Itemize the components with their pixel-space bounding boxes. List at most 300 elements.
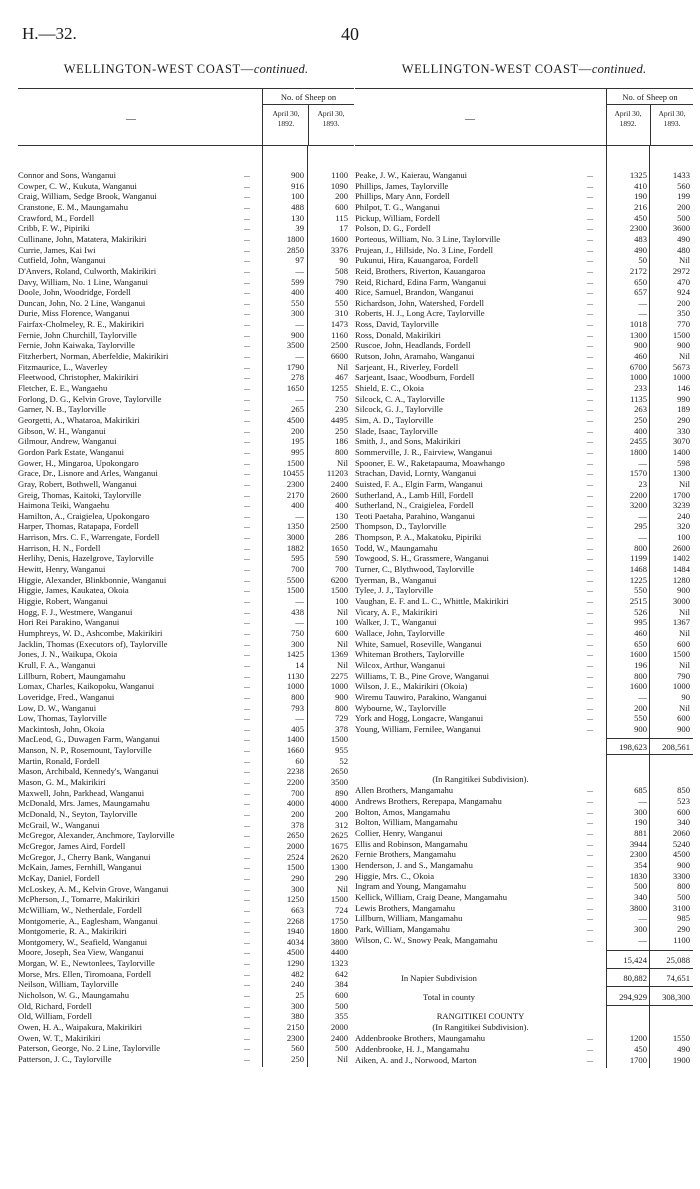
leader-dots: ...: [244, 979, 250, 989]
sheep-1892: —: [638, 796, 647, 807]
owner-name: Silcock, G. J., Taylorville: [355, 404, 443, 415]
owner-name: Sarjeant, Isaac, Woodburn, Fordell: [355, 372, 475, 383]
leader-dots: ...: [244, 851, 250, 861]
sheep-1892: 663: [291, 904, 304, 915]
sheep-1893: 850: [677, 785, 690, 796]
owner-name: Owen, W. T., Makirikiri: [18, 1032, 101, 1043]
sheep-1892: 380: [291, 1011, 304, 1022]
sheep-1892: 190: [634, 817, 647, 828]
leader-dots: ...: [587, 617, 593, 627]
table-row: [355, 372, 693, 382]
sheep-1893: 500: [677, 212, 690, 223]
leader-dots: ...: [587, 902, 593, 912]
column-rule: [262, 146, 263, 1067]
sheep-1893: 523: [677, 796, 690, 807]
leader-dots: ...: [244, 862, 250, 872]
sheep-1892: 200: [291, 809, 304, 819]
table-row: [18, 734, 354, 744]
owner-name: Harper, Thomas, Ratapapa, Fordell: [18, 521, 139, 532]
sheep-1892: 50: [638, 255, 647, 266]
owner-name: Ellis and Robinson, Mangamahu: [355, 838, 468, 849]
owner-name: Strachan, David, Lornty, Wanganui: [355, 468, 477, 479]
table-row: [18, 372, 354, 382]
sheep-1893: 500: [335, 1043, 348, 1054]
table-row: [355, 692, 693, 702]
sheep-1892: 650: [634, 276, 647, 287]
sheep-1892: 300: [291, 883, 304, 894]
leader-dots: ...: [587, 681, 593, 691]
sheep-1893: 900: [677, 860, 690, 870]
leader-dots: ...: [587, 212, 593, 222]
sheep-1892: 263: [634, 404, 647, 415]
sheep-1892: 1882: [286, 542, 304, 553]
leader-dots: ...: [587, 627, 593, 637]
sheep-1893: 508: [335, 265, 348, 276]
leader-dots: ...: [587, 923, 593, 933]
sheep-1892: 900: [634, 723, 647, 734]
leader-dots: ...: [244, 1032, 250, 1042]
sheep-1893: Nil: [337, 883, 348, 894]
table-row: [18, 724, 354, 734]
sheep-1893: 310: [335, 308, 348, 319]
sheep-1893: 3800: [330, 936, 348, 947]
sheep-1892: 1600: [629, 649, 647, 660]
leader-dots: ...: [587, 436, 593, 446]
table-row: [355, 181, 693, 191]
sheep-1893: 186: [335, 436, 348, 447]
table-row: [18, 937, 354, 947]
sheep-1893: 320: [677, 521, 690, 532]
leader-dots: ...: [587, 649, 593, 659]
leader-dots: ...: [244, 201, 250, 211]
leader-dots: ...: [587, 340, 593, 350]
sheep-1892: 354: [634, 860, 647, 870]
leader-dots: ...: [587, 553, 593, 563]
table-row: [355, 458, 693, 468]
owner-name: Tyerman, B., Wanganui: [355, 574, 437, 585]
owner-name: Smith, J., and Sons, Makirikiri: [355, 436, 461, 447]
table-row: [355, 796, 693, 806]
table-row: [355, 913, 693, 923]
leader-dots: ...: [587, 860, 593, 869]
rangitikei-total-1893: 25,088: [666, 955, 690, 966]
sheep-1892: 1425: [286, 649, 304, 660]
sheep-1892: 657: [634, 287, 647, 298]
table-row: [18, 820, 354, 830]
leader-dots: ...: [587, 255, 593, 265]
owner-name: Manson, N. P., Rosemount, Taylorville: [18, 745, 152, 756]
sheep-1893: 1300: [672, 468, 690, 479]
table-row: [18, 692, 354, 702]
sheep-1893: 286: [335, 532, 348, 543]
leader-dots: ...: [244, 926, 250, 936]
table-row: [18, 628, 354, 638]
owner-name: Cowper, C. W., Kukuta, Wanganui: [18, 180, 137, 191]
sheep-1892: 1350: [286, 521, 304, 532]
sheep-1892: 265: [291, 404, 304, 415]
owner-name: Lomax, Charles, Kaikopoku, Wanganui: [18, 681, 155, 692]
leader-dots: ...: [587, 1043, 593, 1053]
sheep-1892: 3000: [286, 532, 304, 543]
table-row: [18, 1011, 354, 1021]
table-row: [355, 277, 693, 287]
owner-name: Fitzherbert, Norman, Aberfeldie, Makirikiri: [18, 351, 169, 362]
leader-dots: ...: [244, 755, 250, 765]
leader-dots: ...: [587, 191, 593, 201]
sheep-1893: 4500: [672, 849, 690, 860]
sheep-1893: 200: [335, 809, 348, 819]
sheep-1893: 200: [677, 201, 690, 212]
table-row: [18, 639, 354, 649]
owner-name: McDonald, N., Seyton, Taylorville: [18, 809, 138, 819]
owner-name: Crawford, M., Fordell: [18, 212, 95, 223]
sheep-1892: 2850: [286, 244, 304, 255]
owner-name: Cutfield, John, Wanganui: [18, 255, 106, 266]
table-row: [18, 979, 354, 989]
sheep-1893: 1100: [331, 170, 348, 180]
owner-name: Pickup, William, Fordell: [355, 212, 440, 223]
table-row: [355, 935, 693, 945]
table-row: [18, 905, 354, 915]
sheep-1892: —: [295, 596, 304, 606]
table-row: [355, 785, 693, 795]
column-rule: [307, 146, 308, 1067]
sheep-1892: 685: [634, 785, 647, 796]
sheep-1892: 3944: [629, 838, 647, 849]
owner-name: Hori Rei Parakino, Wanganui: [18, 617, 120, 628]
table-row: [355, 1033, 693, 1043]
owner-name: Vicary, A. F., Makirikiri: [355, 606, 438, 617]
sheep-1893: 1000: [330, 681, 348, 692]
leader-dots: ...: [244, 468, 250, 478]
table-row: [355, 170, 693, 180]
sheep-1892: 4500: [286, 414, 304, 425]
sheep-1893: Nil: [337, 1053, 348, 1064]
sheep-1892: 1130: [287, 670, 304, 681]
sheep-1893: 2600: [330, 489, 348, 500]
sheep-1893: 790: [677, 670, 690, 681]
table-row: [355, 245, 693, 255]
owner-name: Low, Thomas, Taylorville: [18, 713, 107, 724]
sheep-1893: 1369: [330, 649, 348, 660]
leader-dots: ...: [587, 870, 593, 880]
sheep-1893: 900: [335, 691, 348, 702]
owner-name: Fleetwood, Christopher, Makirikiri: [18, 372, 139, 383]
leader-dots: ...: [244, 393, 250, 403]
sheep-1892: —: [638, 510, 647, 521]
owner-name: Fletcher, E. E., Wangaehu: [18, 383, 108, 393]
county-total-1892: 294,929: [619, 992, 647, 1003]
leader-dots: ...: [244, 244, 250, 254]
sheep-1893: 729: [335, 713, 348, 724]
owner-name: Gordon Park Estate, Wanganui: [18, 446, 125, 457]
sheep-1892: 550: [634, 585, 647, 596]
table-row: [355, 521, 693, 531]
sheep-1893: 130: [335, 510, 348, 521]
sheep-1893: 200: [677, 297, 690, 308]
sheep-1892: 460: [634, 627, 647, 638]
owner-name: Morgan, W. E., Newtonlees, Taylorville: [18, 958, 155, 969]
sheep-1893: Nil: [679, 255, 690, 266]
sheep-1892: —: [638, 297, 647, 308]
leader-dots: ...: [587, 383, 593, 392]
leader-dots: ...: [244, 904, 250, 914]
leader-dots: ...: [587, 361, 593, 371]
leader-dots: ...: [587, 404, 593, 414]
leader-dots: ...: [587, 1054, 593, 1064]
column-title: WELLINGTON-WEST COAST—continued.: [401, 62, 647, 76]
leader-dots: ...: [244, 670, 250, 680]
owner-name: Young, William, Fernilee, Wanganui: [355, 723, 481, 734]
owner-name: Vaughan, E. F. and L. C., Whittle, Makirikiri: [355, 596, 509, 606]
sheep-1893: Nil: [679, 702, 690, 713]
table-row: [18, 852, 354, 862]
sheep-1893: 2650: [330, 766, 348, 777]
owner-name: Higgie, Alexander, Blinkbonnie, Wanganui: [18, 574, 167, 585]
owner-name: Fernie, John Kaiwaka, Taylorville: [18, 340, 135, 351]
owner-name: Jacklin, Thomas (Executors of), Taylorville: [18, 638, 168, 649]
owner-name: Porteous, William, No. 3 Line, Taylorville: [355, 233, 501, 244]
leader-dots: ...: [244, 436, 250, 446]
sheep-1893: 1255: [330, 383, 348, 393]
sheep-1893: 700: [335, 564, 348, 575]
sheep-1893: 4495: [330, 414, 348, 425]
leader-dots: ...: [587, 425, 593, 435]
sheep-1892: 10455: [282, 468, 304, 479]
table-row: [18, 394, 354, 404]
sheep-1892: 200: [291, 425, 304, 436]
table-row: [18, 873, 354, 883]
owner-name: Old, William, Fordell: [18, 1011, 92, 1022]
sheep-1892: 995: [291, 446, 304, 457]
table-row: [355, 881, 693, 891]
sheep-1892: 1000: [286, 681, 304, 692]
leader-dots: ...: [587, 691, 593, 701]
table-row: [18, 521, 354, 531]
sheep-1892: —: [638, 934, 647, 945]
sheep-1892: 650: [634, 638, 647, 649]
table-row: [18, 894, 354, 904]
table-row: [18, 947, 354, 957]
sheep-1892: 460: [634, 351, 647, 362]
sheep-1892: 200: [634, 702, 647, 713]
owner-name: Maxwell, John, Parkhead, Wanganui: [18, 787, 145, 798]
leader-dots: ...: [587, 702, 593, 712]
sheep-1893: 378: [335, 723, 348, 734]
subtotal-1893: 208,561: [662, 742, 690, 753]
sheep-1893: 1367: [672, 617, 690, 628]
sheep-1892: 250: [634, 414, 647, 425]
table-row: [355, 447, 693, 457]
sheep-1892: 1325: [629, 170, 647, 180]
owner-name: Suisted, F. A., Elgin Farm, Wanganui: [355, 478, 483, 489]
owner-name: Ruscoe, John, Headlands, Fordell: [355, 340, 471, 351]
sheep-1893: 800: [335, 446, 348, 457]
sheep-1892: —: [295, 713, 304, 724]
owner-name: MacLeod, G., Duwagen Farm, Wanganui: [18, 734, 160, 745]
owner-name: Cranstone, E. M., Maungamahu: [18, 201, 129, 212]
owner-name: Wilcox, Arthur, Wanganui: [355, 659, 446, 670]
table-row: [18, 170, 354, 180]
leader-dots: ...: [587, 457, 593, 467]
owner-name: Ross, Donald, Makirikiri: [355, 329, 441, 340]
sheep-1892: 1790: [286, 361, 304, 372]
table-row: [355, 490, 693, 500]
sheep-1892: —: [295, 393, 304, 404]
owner-name: McGregor, Alexander, Anchmore, Taylorville: [18, 830, 175, 841]
leader-dots: ...: [244, 414, 250, 424]
sheep-1893: 1400: [672, 446, 690, 457]
sheep-1893: 1473: [330, 319, 348, 330]
leader-dots: ...: [244, 1022, 250, 1031]
sheep-count-label: No. of Sheep on: [263, 89, 354, 105]
owner-name: Low, D. W., Wanganui: [18, 702, 97, 713]
owner-name: Sutherland, A., Lamb Hill, Fordell: [355, 489, 474, 500]
sheep-1892: 2150: [286, 1022, 304, 1032]
owner-name: Allen Brothers, Mangamahu: [355, 785, 454, 796]
owner-name: Pukunui, Hira, Kauangaroa, Fordell: [355, 255, 479, 266]
sheep-1893: 1323: [330, 958, 348, 969]
sheep-1892: 1290: [286, 958, 304, 969]
leader-dots: ...: [244, 819, 250, 829]
sheep-1892: 599: [291, 276, 304, 287]
leader-dots: ...: [244, 223, 250, 233]
table-row: [355, 287, 693, 297]
sheep-1893: Nil: [679, 606, 690, 617]
sheep-1893: 2400: [330, 1032, 348, 1043]
table-row: [18, 575, 354, 585]
column-rule: [606, 146, 607, 1068]
leader-dots: ...: [244, 958, 250, 968]
leader-dots: ...: [244, 521, 250, 531]
sheep-1893: 199: [677, 191, 690, 202]
sheep-1893: 100: [335, 596, 348, 606]
owner-name: Teoti Paetaha, Parahino, Wanganui: [355, 510, 476, 521]
owner-name: Grace, Dr., Lisnore and Arles, Wanganui: [18, 468, 158, 479]
leader-dots: ...: [244, 361, 250, 371]
napier-1893: 74,651: [666, 973, 690, 984]
sheep-1892: —: [295, 617, 304, 628]
owner-name: Prujean, J., Hillside, No. 3 Line, Fordell: [355, 244, 493, 255]
leader-dots: ...: [587, 478, 593, 488]
sheep-1892: 300: [634, 806, 647, 817]
sheep-1893: 52: [339, 755, 348, 766]
leader-dots: ...: [244, 564, 250, 574]
owner-name: Hewitt, Henry, Wanganui: [18, 564, 106, 575]
table-row: [355, 308, 693, 318]
sheep-1892: 240: [291, 979, 304, 990]
leader-dots: ...: [244, 532, 250, 542]
leader-dots: ...: [587, 329, 593, 339]
sheep-1893: 100: [335, 617, 348, 628]
sheep-1892: 1940: [286, 926, 304, 937]
table-row: [18, 500, 354, 510]
sheep-1892: 1500: [286, 457, 304, 468]
sheep-1893: 955: [335, 745, 348, 756]
sheep-1892: 2524: [286, 851, 304, 862]
leader-dots: ...: [244, 553, 250, 563]
sheep-1892: 300: [291, 308, 304, 319]
owner-name: McGrail, W., Wanganui: [18, 819, 100, 830]
table-row: [18, 777, 354, 787]
table-row: [18, 596, 354, 606]
sheep-1893: 17: [339, 223, 348, 234]
leader-dots: ...: [244, 276, 250, 286]
leader-dots: ...: [587, 446, 593, 456]
sheep-1893: 490: [677, 233, 690, 244]
owner-name: Ingram and Young, Mangamahu: [355, 881, 466, 892]
sheep-1893: 1484: [672, 564, 690, 575]
napier-1892: 80,882: [623, 973, 647, 984]
table-row: [355, 585, 693, 595]
sheep-1893: 1500: [672, 649, 690, 660]
sheep-1892: 5500: [286, 574, 304, 585]
sheep-1892: 216: [634, 201, 647, 212]
sheep-1892: —: [638, 913, 647, 924]
table-row: [355, 202, 693, 212]
table-row: [355, 860, 693, 870]
sheep-1892: 2300: [286, 1032, 304, 1043]
table-row: [18, 436, 354, 446]
leader-dots: ...: [244, 404, 250, 414]
sheep-1892: 995: [634, 617, 647, 628]
table-row: [18, 468, 354, 478]
sheep-1892: 1500: [286, 862, 304, 873]
table-row: [18, 287, 354, 297]
table-row: [355, 628, 693, 638]
sheep-1893: Nil: [337, 361, 348, 372]
owner-name: Nicholson, W. G., Maungamahu: [18, 990, 129, 1001]
sheep-1893: 900: [677, 585, 690, 596]
sheep-1893: 600: [335, 201, 348, 212]
owner-name: Montgomerie, R. A., Makirikiri: [18, 926, 127, 937]
table-row: [18, 447, 354, 457]
table-row: [355, 223, 693, 233]
owner-name: Mackintosh, John, Okoia: [18, 723, 105, 734]
table-row: [355, 1044, 693, 1054]
table-row: [18, 703, 354, 713]
sheep-1892: —: [638, 457, 647, 468]
table-row: [355, 383, 693, 393]
sheep-1893: 3600: [672, 223, 690, 234]
owner-name: Henderson, J. and S., Mangamahu: [355, 860, 473, 870]
table-row: [18, 458, 354, 468]
sheep-1892: 1650: [286, 383, 304, 393]
owner-name: Polson, D. G., Fordell: [355, 223, 431, 234]
sheep-1892: 4034: [286, 936, 304, 947]
leader-dots: ...: [244, 170, 250, 179]
sheep-1892: 378: [291, 819, 304, 830]
sheep-1892: 130: [291, 212, 304, 223]
owner-name: McGregor, James Aird, Fordell: [18, 840, 126, 851]
leader-dots: ...: [244, 968, 250, 978]
leader-dots: ...: [244, 308, 250, 318]
leader-dots: ...: [244, 446, 250, 456]
leader-dots: ...: [244, 936, 250, 946]
table-row: [18, 181, 354, 191]
sheep-1892: 23: [638, 478, 647, 489]
leader-dots: ...: [587, 532, 593, 542]
sheep-1892: 2200: [286, 777, 304, 788]
leader-dots: ...: [244, 723, 250, 733]
leader-dots: ...: [587, 606, 593, 616]
owner-name: Hogg, F. J., Westmere, Wanganui: [18, 606, 133, 617]
leader-dots: ...: [587, 817, 593, 827]
table-row: [18, 202, 354, 212]
sheep-1893: 340: [677, 817, 690, 828]
owner-name: Cribb, F. W., Pipiriki: [18, 223, 90, 234]
leader-dots: ...: [587, 297, 593, 307]
